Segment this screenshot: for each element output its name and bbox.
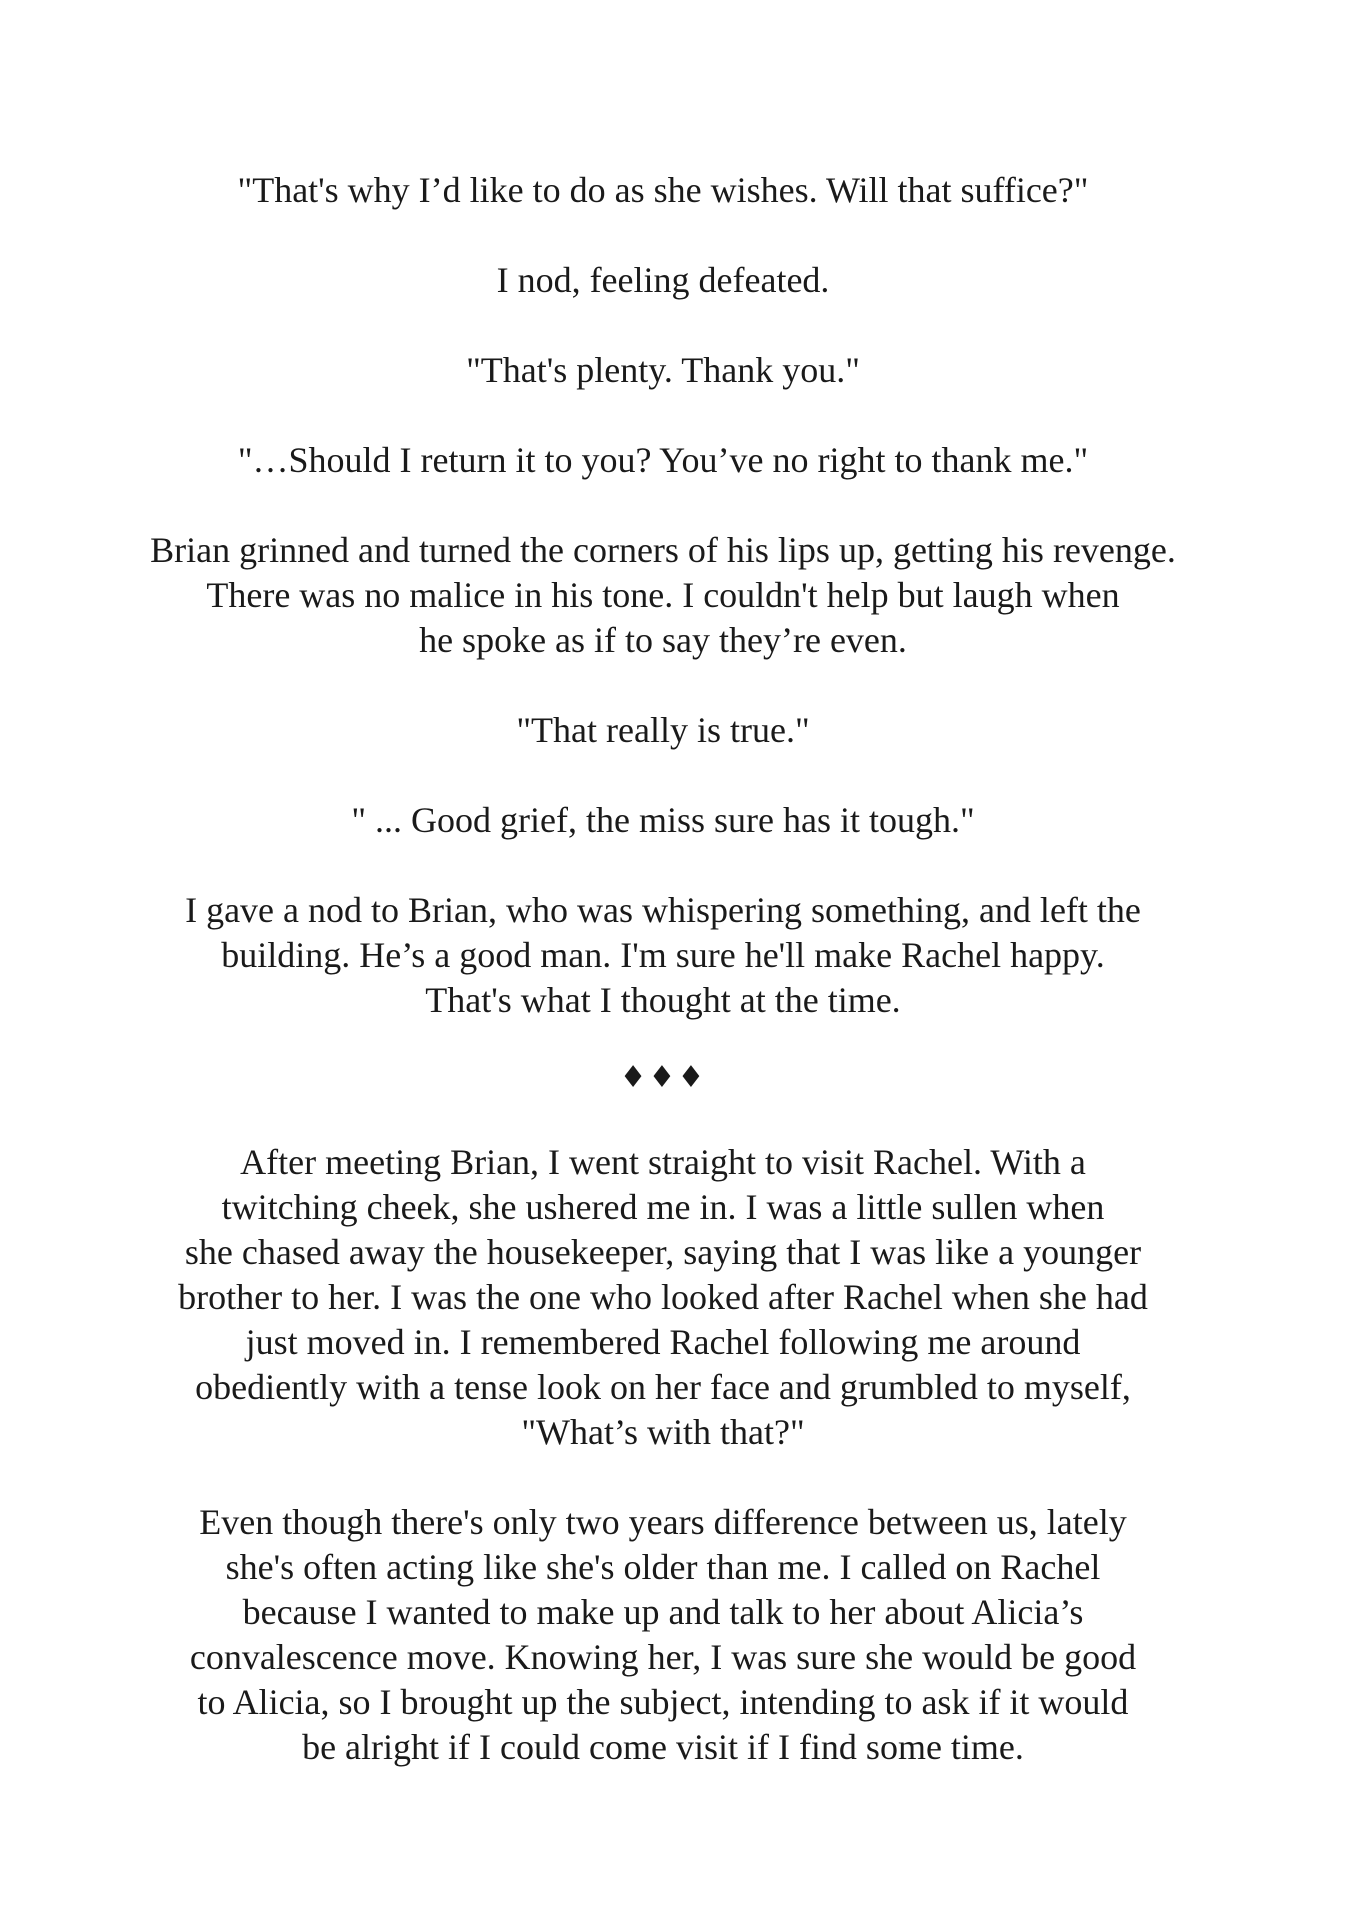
paragraph-5-line-1: Brian grinned and turned the corners of his lips up, getting his revenge. — [150, 530, 1176, 570]
paragraph-9-line-1: After meeting Brian, I went straight to visit Rachel. With a — [240, 1142, 1086, 1182]
paragraph-10-line-3: because I wanted to make up and talk to her about Alicia’s — [242, 1592, 1084, 1632]
paragraph-2-line-1: I nod, feeling defeated. — [496, 260, 830, 300]
paragraph-9-line-2: twitching cheek, she ushered me in. I was a little sullen when — [221, 1187, 1105, 1227]
paragraph-9-line-6: obediently with a tense look on her face and grumbled to myself, — [195, 1367, 1131, 1407]
paragraph-1-line-1: "That's why I’d like to do as she wishes. Will that suffice?" — [237, 170, 1089, 210]
paragraph-9-line-7: "What’s with that?" — [521, 1412, 805, 1452]
scene-break-diamonds: ♦♦♦ — [619, 1060, 707, 1095]
paragraph-7-line-1: " ... Good grief, the miss sure has it tough." — [351, 800, 975, 840]
paragraph-9-line-5: just moved in. I remembered Rachel following me around — [245, 1322, 1081, 1362]
paragraph-10-line-1: Even though there's only two years difference between us, lately — [199, 1502, 1127, 1542]
paragraph-10-line-2: she's often acting like she's older than me. I called on Rachel — [225, 1547, 1101, 1587]
paragraph-5-line-2: There was no malice in his tone. I couldn't help but laugh when — [206, 575, 1120, 615]
paragraph-10-line-5: to Alicia, so I brought up the subject, intending to ask if it would — [197, 1682, 1129, 1722]
paragraph-9-line-3: she chased away the housekeeper, saying that I was like a younger — [184, 1232, 1142, 1272]
paragraph-10-line-4: convalescence move. Knowing her, I was sure she would be good — [189, 1637, 1137, 1677]
paragraph-10-line-6: be alright if I could come visit if I find some time. — [302, 1727, 1024, 1767]
paragraph-4-line-1: "…Should I return it to you? You’ve no right to thank me." — [237, 440, 1089, 480]
paragraph-9-line-4: brother to her. I was the one who looked after Rachel when she had — [178, 1277, 1148, 1317]
paragraph-5-line-3: he spoke as if to say they’re even. — [419, 620, 907, 660]
paragraph-8-line-2: building. He’s a good man. I'm sure he'll make Rachel happy. — [221, 935, 1105, 975]
paragraph-3-line-1: "That's plenty. Thank you." — [466, 350, 860, 390]
paragraph-8-line-3: That's what I thought at the time. — [425, 980, 901, 1020]
paragraph-6-line-1: "That really is true." — [516, 710, 810, 750]
paragraph-8-line-1: I gave a nod to Brian, who was whispering something, and left the — [185, 890, 1141, 930]
